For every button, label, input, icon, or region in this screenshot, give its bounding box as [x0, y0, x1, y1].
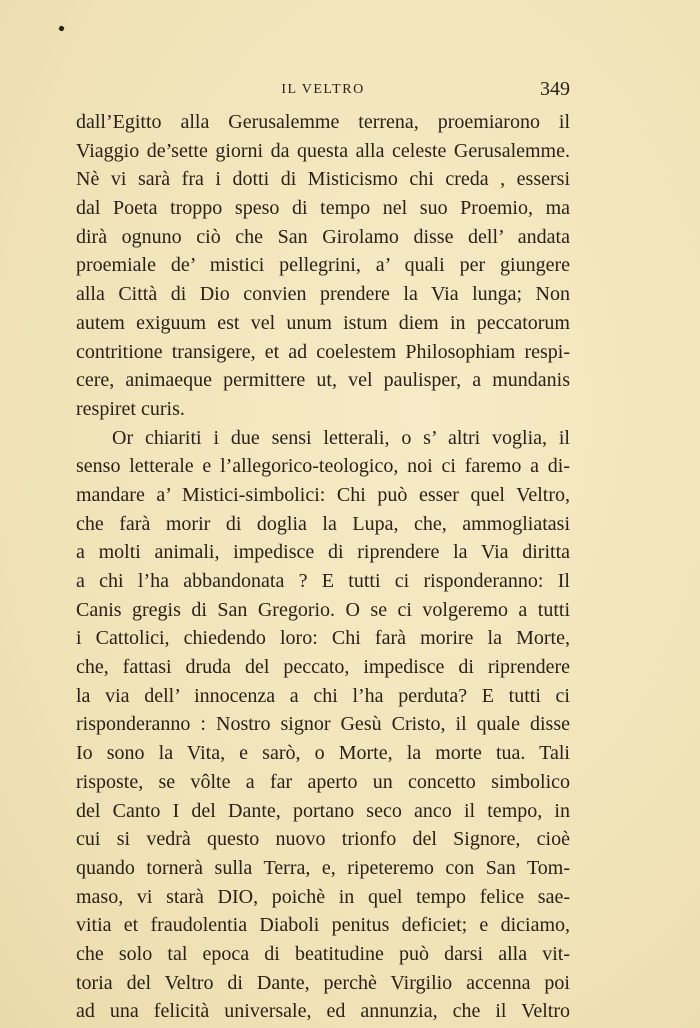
- text-line: i Cattolici, chiedendo loro: Chi farà morire la Morte,: [76, 627, 570, 650]
- text-line: che, fattasi druda del peccato, impedisce di riprendere: [76, 656, 570, 679]
- text-line: Viaggio de’sette giorni da questa alla celeste Gerusalemme.: [76, 139, 570, 162]
- text-line: a chi l’ha abbandonata ? E tutti ci risponderanno: Il: [76, 570, 570, 592]
- text-line: dall’Egitto alla Gerusalemme terrena, proemiarono il: [76, 111, 570, 133]
- text-line: dal Poeta troppo speso di tempo nel suo Proemio, ma: [76, 197, 570, 220]
- text-line: che solo tal epoca di beatitudine può darsi alla vit-: [76, 942, 570, 965]
- text-line: dirà ognuno ciò che San Girolamo disse dell’ andata: [76, 225, 570, 248]
- text-line: risposte, se vôlte a far aperto un concetto simbolico: [76, 770, 570, 793]
- text-line: vitia et fraudolentia Diaboli penitus deficiet; e diciamo,: [76, 914, 570, 937]
- text-line: Nè vi sarà fra i dotti di Misticismo chi creda , essersi: [76, 168, 570, 191]
- body-text: [76, 108, 570, 1026]
- text-line: a molti animali, impedisce di riprendere la Via diritta: [76, 541, 570, 564]
- text-line: Io sono la Vita, e sarò, o Morte, la morte tua. Tali: [76, 742, 570, 765]
- text-line: alla Città di Dio convien prendere la Via lunga; Non: [76, 283, 570, 306]
- text-line: mandare a’ Mistici-simbolici: Chi può esser quel Veltro,: [76, 483, 570, 506]
- running-title: IL VELTRO: [281, 82, 365, 97]
- text-line: cere, animaeque permittere ut, vel paulisper, a mundanis: [76, 369, 570, 392]
- text-line: proemiale de’ mistici pellegrini, a’ quali per giungere: [76, 254, 570, 277]
- text-line: ad una felicità universale, ed annunzia, che il Veltro: [76, 1000, 570, 1023]
- text-line: autem exiguum est vel unum istum diem in peccatorum: [76, 311, 570, 334]
- text-line: senso letterale e l’allegorico-teologico, noi ci faremo a di-: [76, 455, 570, 478]
- page-header: [76, 78, 570, 102]
- text-line: la via dell’ innocenza a chi l’ha perduta? E tutti ci: [76, 684, 570, 707]
- text-line: maso, vi starà DIO, poichè in quel tempo felice sae-: [76, 885, 570, 908]
- text-line: Canis gregis di San Gregorio. O se ci volgeremo a tutti: [76, 598, 570, 621]
- text-line: quando tornerà sulla Terra, e, ripeteremo con San Tom-: [76, 856, 570, 879]
- text-line: contritione transigere, et ad coelestem Philosophiam respi-: [76, 340, 570, 363]
- text-line: Or chiariti i due sensi letterali, o s’ altri voglia, il: [112, 426, 570, 449]
- text-line: risponderanno : Nostro signor Gesù Cristo, il quale disse: [76, 713, 570, 736]
- text-line: che farà morir di doglia la Lupa, che, ammogliatasi: [76, 512, 570, 535]
- ink-spot: [58, 25, 65, 32]
- text-line: cui si vedrà questo nuovo trionfo del Signore, cioè: [76, 828, 570, 851]
- text-line: respiret curis.: [76, 397, 185, 420]
- text-line: del Canto I del Dante, portano seco anco il tempo, in: [76, 799, 570, 822]
- page-number: 349: [540, 78, 570, 100]
- text-line: toria del Veltro di Dante, perchè Virgilio accenna poi: [76, 971, 570, 994]
